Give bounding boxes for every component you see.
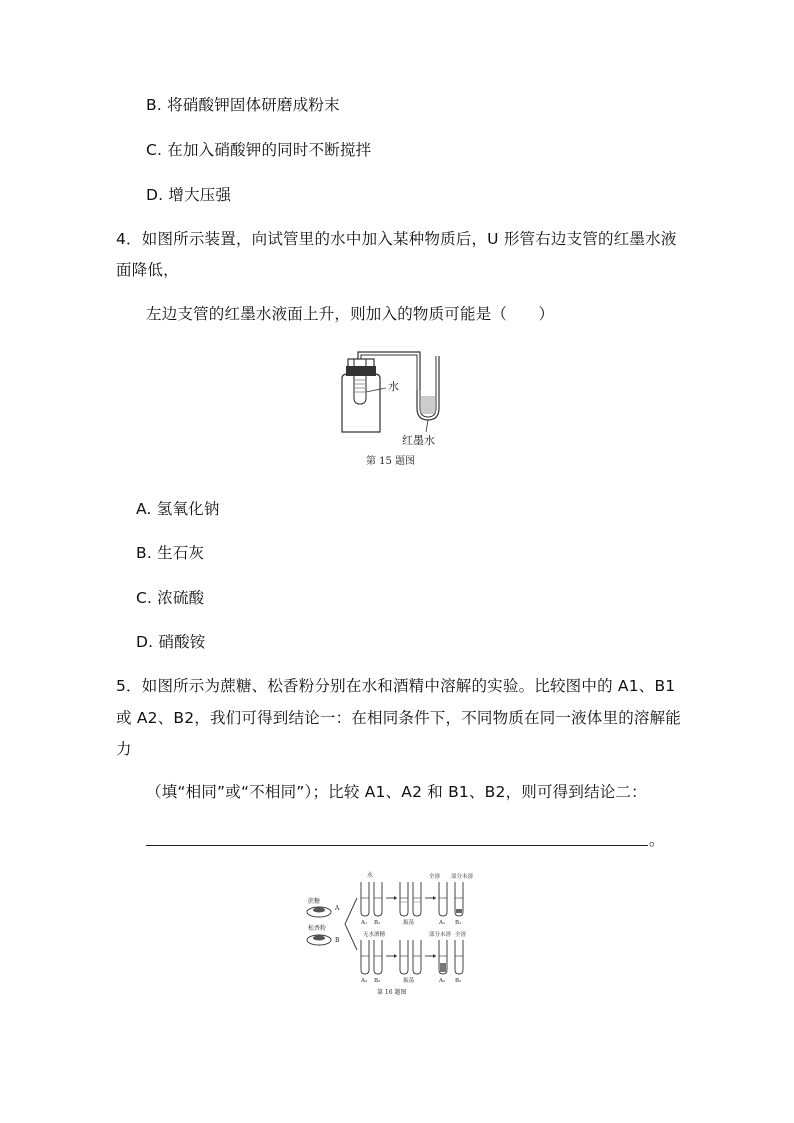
top-tubes-2 bbox=[400, 882, 421, 916]
label-red-ink: 红墨水 bbox=[402, 434, 435, 447]
top-tubes-3 bbox=[439, 882, 463, 916]
bottom-tubes-1 bbox=[361, 940, 382, 974]
label-rosin: 松香粉 bbox=[308, 925, 327, 932]
q4-option-b: B. 生石灰 bbox=[136, 544, 205, 562]
q4-stem-line3: 左边支管的红墨水液面上升，则加入的物质可能是（ ） bbox=[146, 305, 555, 323]
q5-stem-line2: 或 A2、B2，我们可得到结论一：在相同条件下，不同物质在同一液体里的溶解能 bbox=[116, 709, 681, 727]
svg-text:部分未溶: 部分未溶 bbox=[451, 874, 474, 880]
top-tubes-1 bbox=[361, 882, 382, 916]
red-ink bbox=[420, 396, 436, 414]
svg-text:水: 水 bbox=[367, 872, 374, 879]
svg-text:B: B bbox=[335, 937, 340, 944]
q4-option-c: C. 浓硫酸 bbox=[136, 589, 205, 607]
svg-text:A: A bbox=[335, 905, 340, 912]
svg-text:全溶: 全溶 bbox=[429, 874, 441, 880]
svg-text:B₂: B₂ bbox=[455, 978, 462, 984]
svg-text:A₁: A₁ bbox=[439, 920, 446, 926]
svg-text:B₁: B₁ bbox=[374, 920, 381, 926]
q4-apparatus-figure bbox=[330, 350, 470, 475]
svg-text:B₂: B₂ bbox=[374, 978, 381, 984]
q5-stem-line1: 5．如图所示为蔗糖、松香粉分别在水和酒精中溶解的实验。比较图中的 A1、B1 bbox=[116, 677, 676, 695]
q5-figure-caption: 第 16 题图 bbox=[377, 989, 407, 996]
q3-option-d: D. 增大压强 bbox=[146, 186, 232, 204]
q4-figure-caption: 第 15 题图 bbox=[366, 456, 416, 467]
svg-text:振荡: 振荡 bbox=[403, 978, 415, 984]
svg-text:B₁: B₁ bbox=[455, 920, 462, 926]
test-tube bbox=[354, 359, 366, 404]
q5-stem-line3: 力 bbox=[116, 740, 132, 758]
q4-option-a: A. 氢氧化钠 bbox=[136, 500, 220, 518]
svg-text:部分未溶: 部分未溶 bbox=[429, 932, 452, 938]
q3-option-c: C. 在加入硝酸钾的同时不断搅拌 bbox=[146, 141, 372, 159]
q4-stem-line2: 面降低， bbox=[116, 261, 179, 279]
svg-text:A₂: A₂ bbox=[361, 978, 368, 984]
bottle-outline bbox=[342, 374, 380, 432]
label-water: 水 bbox=[388, 380, 399, 393]
svg-text:振荡: 振荡 bbox=[403, 920, 415, 926]
svg-text:A₂: A₂ bbox=[439, 978, 446, 984]
bottom-tubes-3 bbox=[439, 940, 463, 974]
svg-text:无水酒精: 无水酒精 bbox=[363, 932, 386, 938]
q3-option-b: B. 将硝酸钾固体研磨成粉末 bbox=[146, 96, 340, 114]
q5-blank-end: 。 bbox=[649, 831, 665, 849]
label-sugar: 蔗糖 bbox=[308, 898, 321, 905]
q5-dissolution-figure bbox=[305, 868, 505, 998]
q5-stem-line4: （填“相同”或“不相同”）；比较 A1、A2 和 B1、B2，则可得到结论二： bbox=[146, 783, 647, 801]
q4-option-d: D. 硝酸铵 bbox=[136, 633, 206, 651]
q4-stem-line1: 4．如图所示装置，向试管里的水中加入某种物质后，U 形管右边支管的红墨水液 bbox=[116, 230, 677, 248]
svg-text:A₁: A₁ bbox=[361, 920, 368, 926]
stopper-top bbox=[348, 359, 374, 367]
q5-answer-blank[interactable] bbox=[146, 845, 648, 846]
svg-text:全溶: 全溶 bbox=[455, 932, 467, 938]
bottom-tubes-2 bbox=[400, 940, 421, 974]
